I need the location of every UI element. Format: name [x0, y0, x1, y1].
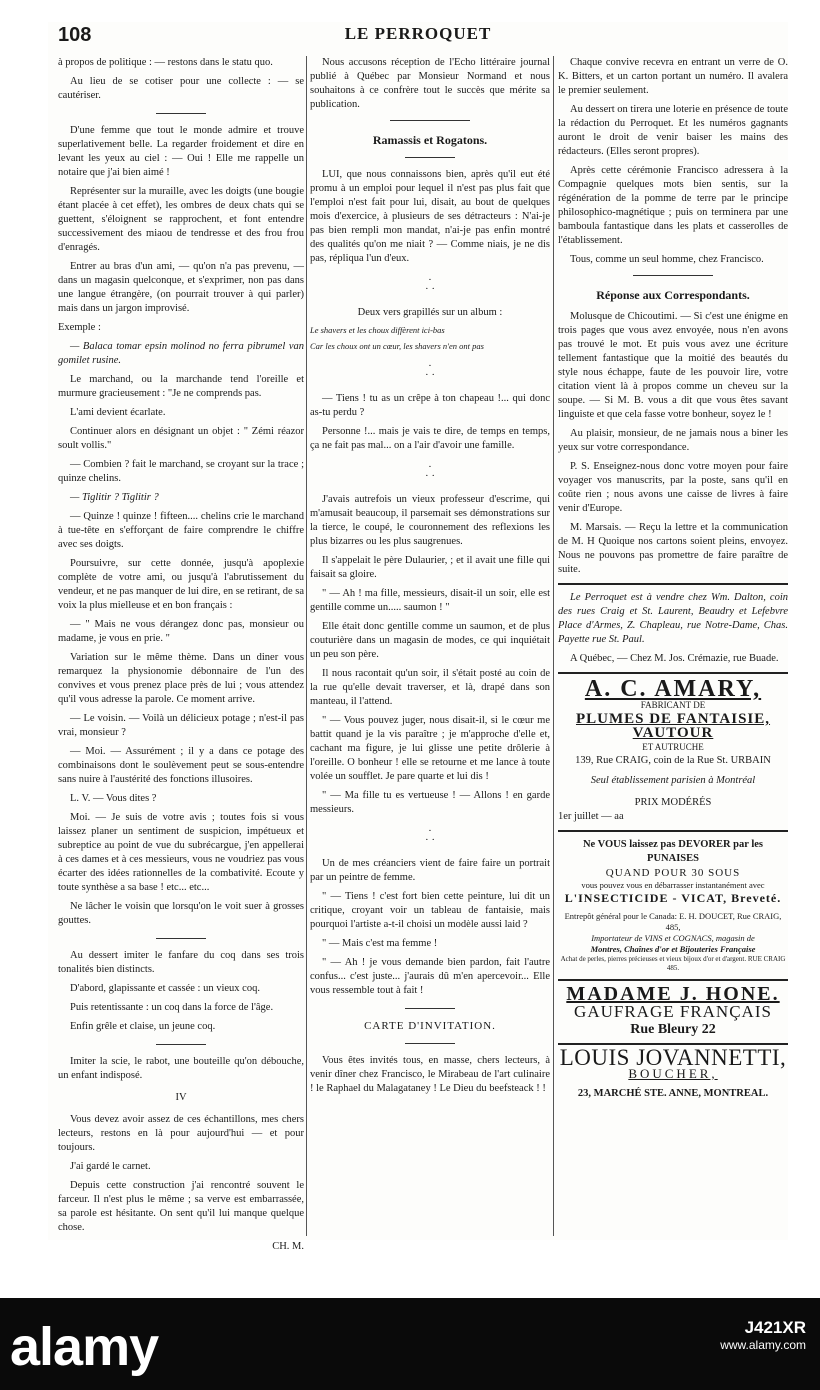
- paragraph: Imiter la scie, le rabot, une bouteille qu'on débouche, un enfant indisposé.: [58, 1056, 304, 1081]
- ad-address: Rue Bleury 22: [630, 1022, 716, 1037]
- ad-title: PLUMES DE FANTAISIE, VAUTOUR: [575, 711, 771, 741]
- paragraph: A Québec, — Chez M. Jos. Crémazie, rue Buade.: [570, 653, 779, 664]
- ad-text: Montres, Chaînes d'or et Bijouteries Française: [590, 944, 756, 954]
- asterism-divider: · · ·: [424, 360, 436, 381]
- section-rule: [558, 830, 788, 832]
- column-middle: [310, 56, 550, 1101]
- section-rule: [405, 1008, 455, 1009]
- ad-title: L'INSECTICIDE - VICAT, Breveté.: [564, 891, 782, 905]
- page-header: [58, 22, 778, 50]
- paragraph: J'ai gardé le carnet.: [70, 1161, 151, 1172]
- paragraph: Un de mes créanciers vient de faire faire un portrait par un peintre de femme.: [310, 858, 550, 883]
- paragraph: L'ami devient écarlate.: [70, 407, 166, 418]
- paragraph: Au lieu de se cotiser pour une collecte : — se cautériser.: [58, 76, 304, 101]
- verse-line: Car les choux ont un cœur, les shavers n'en ont pas: [310, 341, 484, 351]
- verse-line: Le shavers et les choux diffèrent ici-bas: [310, 325, 445, 335]
- paragraph: Vous êtes invités tous, en masse, chers lecteurs, à venir dîner chez Francisco, le Mirabeau de l'art culinaire ! le Raphael du Malagataney ! Le Dieu du beefsteack ! !: [310, 1055, 550, 1094]
- ad-text: Importateur de VINS et COGNACS, magasin de: [591, 933, 755, 943]
- paragraph: — Moi. — Assurément ; il y a dans ce potage des combinaisons dont le soulèvement peut se sous-entendre sans nuire à l'austérité des fonctions illusoires.: [58, 746, 304, 785]
- paragraph: " — Vous pouvez juger, nous disait-il, si le cœur me battit quand je la vis paraître ; je m'approche d'elle et, cachant ma figure, je lui glisse une petite drôlerie à l'oreille. O bonheur ! elle se retourne et me lance à toute volée un soufflet. Je pare quarte et lui dis !: [310, 715, 550, 782]
- paragraph: Entrer au bras d'un ami, — qu'on n'a pas prevenu, — dans un magasin quelconque, et s'exprimer, non pas dans une langue étrangère, (on pourrait trouver à qui parler) mais dans un jargon improvisé.: [58, 261, 304, 314]
- section-heading: CARTE D'INVITATION.: [364, 1020, 496, 1032]
- paragraph: " — Ah ! ma fille, messieurs, disait-il un soir, elle est gentille comme un..... saumon ! ": [310, 588, 550, 613]
- paragraph: Molusque de Chicoutimi. — Si c'est une énigme en trois pages que vous avez envoyée, nous n'en avons pas trouvé le mot. Et puis vous avez une écriture tellement fantastique que la moitié des beautés du style nous échappe, faute de les pouvoir lire, votre citation vient là à propos comme un cheveu sur la soupe. — Si M. B. vous a dit que vous êtes savant linguiste et que cela fasse votre bonheur, soyez le !: [558, 311, 788, 420]
- paragraph: Deux vers grapillés sur un album :: [357, 307, 503, 318]
- section-rule: [156, 938, 206, 939]
- paragraph: Continuer alors en désignant un objet : " Zémi réazor soult vollis.": [58, 426, 304, 451]
- journal-title: LE PERROQUET: [344, 24, 492, 43]
- paragraph: Au dessert on tirera une loterie en présence de toute la rédaction du Perroquet. Et les numéros gagnants auront le droit de venir baiser les mains des rédacteurs. (Elles seront propres).: [558, 104, 788, 157]
- column-divider: [553, 56, 554, 1236]
- paragraph: Moi. — Je suis de votre avis ; toutes fois si vous laissez planer un sentiment de suspicion, impétueux et subreptice au point de vue du subrécargue, j'en appellerai à ces dames et à ces messieurs, vous ne voudriez pas vous écarter des idées rationnelles de la combativité. Ecoute y toute synthèse a sa base ! etc... etc...: [58, 812, 304, 893]
- paragraph: Depuis cette construction j'ai rencontré souvent le farceur. Il n'est plus le même ; sa verve est embarrassée, sa parole est hésitante. On sent qu'il lui manque quelque chose.: [58, 1180, 304, 1233]
- ad-text: GAUFRAGE FRANÇAIS: [574, 1002, 772, 1021]
- watermark-banner: [0, 1298, 820, 1390]
- newspaper-page: [48, 22, 788, 1252]
- asterism-divider: · · ·: [424, 274, 436, 295]
- ad-title: MADAME J. HONE.: [566, 983, 780, 1005]
- paragraph: Au plaisir, monsieur, de ne jamais nous a biner les yeux sur votre correspondance.: [558, 428, 788, 453]
- paragraph: Au dessert imiter le fanfare du coq dans ses trois tonalités bien distincts.: [58, 950, 304, 975]
- paragraph: Variation sur le même thème. Dans un diner vous remarquez la physionomie débonnaire de l'un des convives et vous prenez place près de lui ; vous attendez qu'il vous adresse la parole. Ce moment arrive.: [58, 652, 304, 705]
- ad-title: Ne VOUS laissez pas DEVORER par les PUNAISES: [582, 839, 764, 864]
- paragraph: — " Mais ne vous dérangez donc pas, monsieur ou madame, je vous en prie. ": [58, 619, 304, 644]
- paragraph: D'abord, glapissante et cassée : un vieux coq.: [70, 983, 260, 994]
- paragraph: Nous accusons réception de l'Echo littéraire journal publié à Québec par Monsieur Normand et nous souhaitons à ce confrère tout le succès que mérite sa publication.: [310, 57, 550, 110]
- asterism-divider: · · ·: [424, 825, 436, 846]
- paragraph: — Le voisin. — Voilà un délicieux potage ; n'est-il pas vrai, monsieur ?: [58, 713, 304, 738]
- watermark-url: www.alamy.com: [720, 1338, 806, 1352]
- paragraph: — Balaca tomar epsin molinod no ferra pibrumel van gomilet rusine.: [58, 341, 304, 366]
- paragraph: Le marchand, ou la marchande tend l'oreille et murmure gracieusement : "Je ne comprends pas.: [58, 374, 304, 399]
- section-heading: Réponse aux Correspondants.: [596, 288, 750, 302]
- ad-text: Entrepôt général pour le Canada: E. H. DOUCET, Rue CRAIG, 485,: [564, 911, 782, 932]
- ad-date: 1er juillet — aa: [558, 811, 624, 822]
- image-id: J421XR: [744, 1318, 806, 1337]
- paragraph: " — Mais c'est ma femme !: [322, 938, 438, 949]
- paragraph: à propos de politique : — restons dans le statu quo.: [58, 57, 273, 68]
- paragraph: M. Marsais. — Reçu la lettre et la communication de M. H Quoique nos cartons soient pleins, envoyez. Nous ne pouvons pas promettre de faire paraître de suite.: [558, 522, 788, 575]
- section-rule: [558, 979, 788, 981]
- section-rule: [405, 157, 455, 158]
- paragraph: Il s'appelait le père Dulaurier, ; et il avait une fille qui faisait sa gloire.: [310, 555, 550, 580]
- paragraph: Personne !... mais je vais te dire, de temps en temps, ça ne fait pas mal... on a l'air d'avoir une famille.: [310, 426, 550, 451]
- section-number: IV: [175, 1092, 187, 1103]
- signature: CH. M.: [272, 1241, 304, 1252]
- paragraph: Tous, comme un seul homme, chez Francisco.: [570, 254, 764, 265]
- paragraph: P. S. Enseignez-nous donc votre moyen pour faire voyager vos manuscrits, par la poste, sans qu'il en coûte rien ; nous avons une caisse de livres à faire venir d'Europe.: [558, 461, 788, 514]
- ad-text: Seul établissement parisien à Montréal: [590, 775, 756, 786]
- section-rule: [405, 1043, 455, 1044]
- ad-text: PRIX MODÉRÉS: [634, 797, 712, 808]
- section-rule: [156, 113, 206, 114]
- section-rule: [633, 275, 713, 276]
- paragraph: " — Tiens ! c'est fort bien cette peinture, lui dit un critique, croyant voir un tableau de fantaisie, mais pourquoi l'artiste a-t-il choisi un modèle aussi laid ?: [310, 891, 550, 930]
- column-right: [558, 56, 788, 1101]
- paragraph: Après cette cérémonie Francisco adressera à la Compagnie quelques mots bien sentis, sur la régénération de la pomme de terre par le principe philosophico-magnétique ; puis on terminera par une bamboula fantastique dans les plats et casserolles de l'établissement.: [558, 165, 788, 246]
- paragraph: D'une femme que tout le monde admire et trouve superlativement belle. La regarder froidement et dire en levant les yeux au ciel : — Oui ! Elle me rappelle un notaire que j'ai bien aimé !: [58, 125, 304, 178]
- paragraph: Puis retentissante : un coq dans la force de l'âge.: [70, 1002, 274, 1013]
- section-rule: [558, 583, 788, 585]
- paragraph: " — Ma fille tu es vertueuse ! — Allons ! en garde messieurs.: [310, 790, 550, 815]
- paragraph: Exemple :: [58, 322, 101, 333]
- ad-text: BOUCHER,: [628, 1066, 718, 1081]
- ad-address: 23, MARCHÉ STE. ANNE, MONTREAL.: [577, 1088, 769, 1099]
- paragraph: " — Ah ! je vous demande bien pardon, fait l'autre confus... c'est juste... j'aurais dû m'en apercevoir... Elle vous ressemble tout à fait !: [310, 957, 550, 996]
- paragraph: Poursuivre, sur cette donnée, jusqu'à apoplexie complète de votre ami, ou jusqu'à l'abrutissement du vendeur, et ne pas manquer de lui dire, en se retirant, de sa voix la plus mielleuse et en bon français :: [58, 558, 304, 611]
- paragraph: Enfin grêle et claise, un jeune coq.: [70, 1021, 216, 1032]
- paragraph: — Quinze ! quinze ! fifteen.... chelins crie le marchand à tue-tête en s'efforçant de faire comprendre le chiffre avec ses doigts.: [58, 511, 304, 550]
- watermark-logo: alamy: [10, 1317, 159, 1377]
- section-rule: [390, 120, 470, 121]
- paragraph: — Tiglitir ? Tiglitir ?: [70, 492, 159, 503]
- page-number: 108: [58, 24, 92, 46]
- advertisement-jovannetti: [558, 1045, 788, 1101]
- paragraph: Elle était donc gentille comme un saumon, et de plus couturière dans un magasin de modes, ce qui inquiétait un peu son père.: [310, 621, 550, 660]
- ad-text: ET AUTRUCHE: [642, 742, 704, 752]
- paragraph: J'avais autrefois un vieux professeur d'escrime, qui m'amusait beaucoup, il parsemait ses démonstrations sur la tierce, le coupé, le couronnement des reflexions les plus bizarres ou les plus saugrenues.: [310, 494, 550, 547]
- column-left: [58, 56, 304, 1254]
- advertisement-hone: [558, 983, 788, 1037]
- image-info: [720, 1318, 806, 1352]
- paragraph: Représenter sur la muraille, avec les doigts (une bougie étant placée à cet effet), les ombres de deux chats qui se guettent, s'éloignent se rapprochent, et font entendre successivement des miaou de tendresse et des frou frou d'enragés.: [58, 186, 304, 253]
- ad-title: LOUIS JOVANNETTI,: [559, 1045, 787, 1070]
- paragraph: Vous devez avoir assez de ces échantillons, mes chers lecteurs, restons en là pour aujourd'hui — et pour toujours.: [58, 1114, 304, 1153]
- paragraph: Il nous racontait qu'un soir, il s'était posté au coin de la rue qu'elle devait traverser, et là, drapé dans son manteau, il l'attend.: [310, 668, 550, 707]
- paragraph: Chaque convive recevra en entrant un verre de O. K. Bitters, et un carton portant un numéro. Il avalera le premier seulement.: [558, 57, 788, 96]
- section-rule: [156, 1044, 206, 1045]
- ad-address: 139, Rue CRAIG, coin de la Rue St. URBAIN: [575, 755, 771, 766]
- ad-text: QUAND POUR 30 SOUS: [605, 867, 741, 879]
- paragraph: Le Perroquet est à vendre chez Wm. Dalton, coin des rues Craig et St. Laurent, Beaudry et Lefebvre Place d'Armes, Z. Chapleau, rue Notre-Dame, Chas. Payette rue St. Paul.: [558, 592, 788, 645]
- ad-text: Achat de perles, pierres précieuses et vieux bijoux d'or et d'argent. RUE CRAIG 485.: [560, 955, 786, 972]
- section-rule: [558, 672, 788, 674]
- asterism-divider: · · ·: [424, 461, 436, 482]
- paragraph: LUI, que nous connaissons bien, après qu'il eut été promu à un emploi pour lequel il n'est pas plus fait que l'emploi n'est fait pour lui, disait, au bout de quelques mois d'exercice, à plusieurs de ses détracteurs : N'ai-je pas bien rempli mon mandat, n'ai-je pas enfin montré des qualités qu'on me niait ? — Comme niais, je ne dis pas, répliqua l'un d'eux.: [310, 169, 550, 264]
- column-divider: [306, 56, 307, 1236]
- paragraph: — Tiens ! tu as un crêpe à ton chapeau !... qui donc as-tu perdu ?: [310, 393, 550, 418]
- paragraph: L. V. — Vous dites ?: [70, 793, 157, 804]
- advertisement-amary: [558, 676, 788, 824]
- advertisement-vicat: [558, 838, 788, 973]
- ad-text: vous pouvez vous en débarrasser instantanément avec: [581, 880, 765, 890]
- paragraph: — Combien ? fait le marchand, se croyant sur la trace ; quinze chelins.: [58, 459, 304, 484]
- ad-text: FABRICANT DE: [640, 700, 706, 710]
- paragraph: Ne lâcher le voisin que lorsqu'on le voit suer à grosses gouttes.: [58, 901, 304, 926]
- section-heading: Ramassis et Rogatons.: [372, 133, 488, 147]
- ad-title: A. C. AMARY,: [584, 676, 762, 702]
